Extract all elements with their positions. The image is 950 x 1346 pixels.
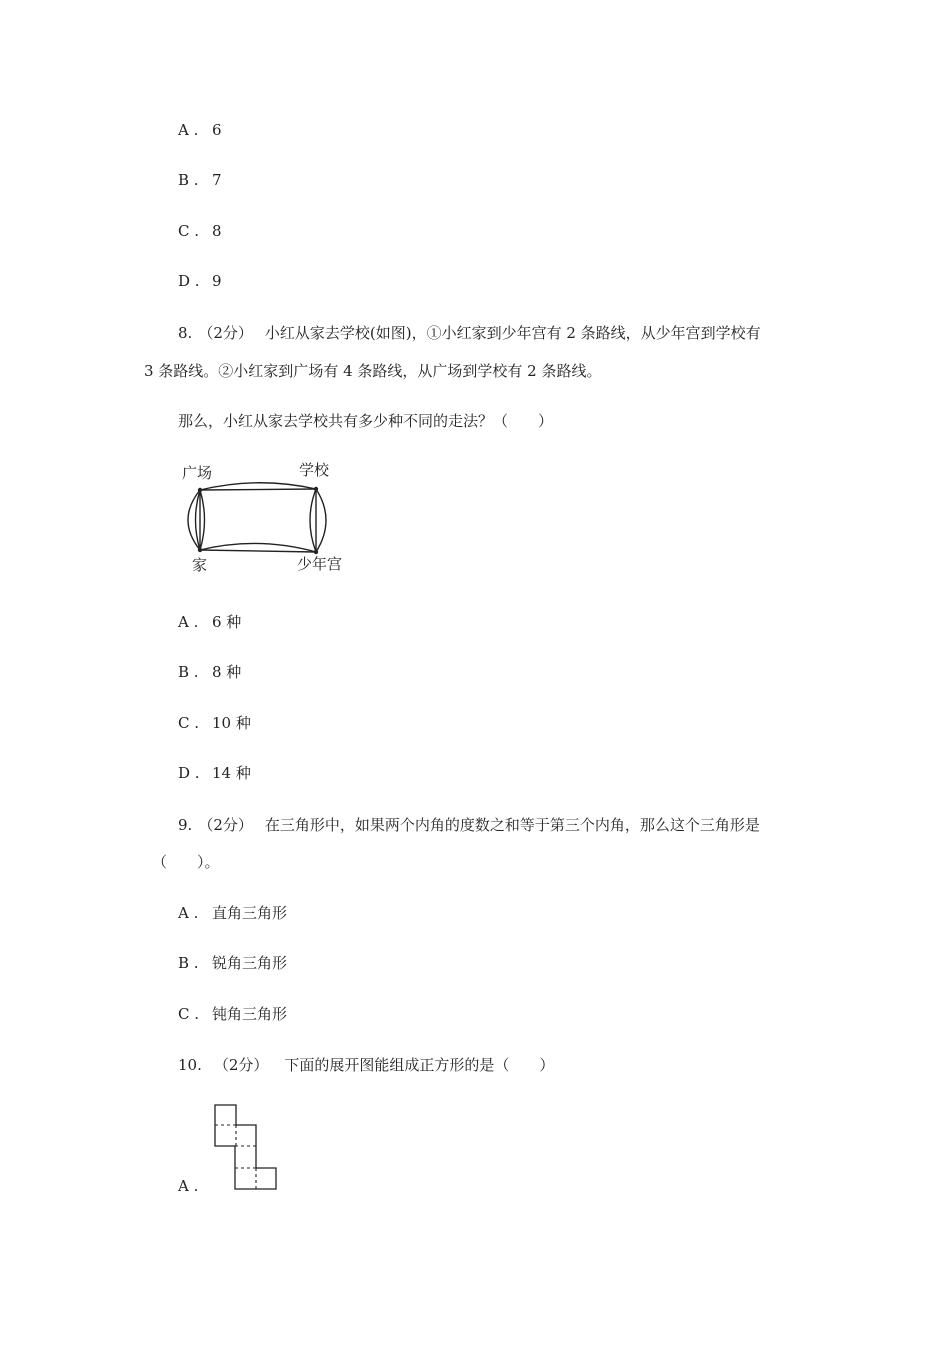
q8-stem-line1 xyxy=(178,323,761,343)
option-letter: B . xyxy=(178,171,199,189)
q7-option-d[interactable] xyxy=(178,271,222,291)
question-score: （2分） xyxy=(198,816,253,834)
option-text: 9 xyxy=(212,272,222,290)
q10-stem-line1 xyxy=(178,1055,554,1075)
option-text: 8 xyxy=(212,222,222,240)
q9-option-b[interactable] xyxy=(178,953,287,973)
q8-stem-line2: 3 条路线。②小红家到广场有 4 条路线，从广场到学校有 2 条路线。 xyxy=(144,362,602,380)
q9-stem-line1 xyxy=(178,815,760,835)
label-home: 家 xyxy=(192,556,208,574)
node-home xyxy=(198,548,202,552)
option-letter: D . xyxy=(178,272,200,290)
option-letter: C . xyxy=(178,714,200,732)
option-letter: A . xyxy=(178,613,199,631)
node-youth-palace xyxy=(314,550,318,554)
option-text: 7 xyxy=(212,171,222,189)
label-youth-palace: 少年宫 xyxy=(297,555,343,573)
option-letter: A . xyxy=(178,121,199,139)
option-text: 6 xyxy=(212,121,222,139)
option-text: 14 种 xyxy=(212,764,251,782)
q10-option-a[interactable] xyxy=(178,1176,212,1196)
question-number: 9. xyxy=(178,816,193,834)
node-school xyxy=(314,487,318,491)
q8-route-figure xyxy=(176,458,366,578)
question-text: 小红从家去学校(如图)，①小红家到少年宫有 2 条路线，从少年宫到学校有 xyxy=(264,324,761,342)
q8-option-c[interactable] xyxy=(178,713,251,733)
option-letter: C . xyxy=(178,222,200,240)
route-palace-school-2 xyxy=(310,489,316,552)
option-letter: B . xyxy=(178,954,199,972)
q7-option-b[interactable] xyxy=(178,170,222,190)
route-square-school-1 xyxy=(200,489,316,490)
q9-option-c[interactable] xyxy=(178,1004,287,1024)
option-text: 10 种 xyxy=(212,714,251,732)
q10-net-figure-a xyxy=(210,1100,280,1194)
option-letter: A . xyxy=(178,1177,199,1195)
q9-stem-line2: （ ）。 xyxy=(152,853,220,871)
question-score: （2分） xyxy=(198,324,253,342)
option-text: 直角三角形 xyxy=(212,904,288,922)
node-square xyxy=(198,488,202,492)
q8-option-a[interactable] xyxy=(178,612,241,632)
option-text: 6 种 xyxy=(212,613,242,631)
q8-stem-line3: 那么，小红从家去学校共有多少种不同的走法？（ ） xyxy=(178,412,554,430)
question-number: 8. xyxy=(178,324,193,342)
question-text: 下面的展开图能组成正方形的是（ ） xyxy=(284,1056,555,1074)
option-text: 锐角三角形 xyxy=(212,954,288,972)
q7-option-a[interactable] xyxy=(178,120,222,140)
question-text: 在三角形中，如果两个内角的度数之和等于第三个内角，那么这个三角形是 xyxy=(264,816,760,834)
option-letter: C . xyxy=(178,1005,200,1023)
q8-option-d[interactable] xyxy=(178,763,251,783)
option-letter: A . xyxy=(178,904,199,922)
route-home-palace-1 xyxy=(200,550,316,552)
option-text: 钝角三角形 xyxy=(212,1005,288,1023)
option-letter: B . xyxy=(178,663,199,681)
question-score: （2分） xyxy=(213,1056,269,1074)
label-square: 广场 xyxy=(182,464,213,482)
option-text: 8 种 xyxy=(212,663,242,681)
q9-option-a[interactable] xyxy=(178,903,287,923)
route-palace-school-3 xyxy=(316,489,326,552)
net-outline xyxy=(215,1105,276,1189)
option-letter: D . xyxy=(178,764,200,782)
q8-option-b[interactable] xyxy=(178,662,241,682)
label-school: 学校 xyxy=(299,461,330,479)
q7-option-c[interactable] xyxy=(178,221,222,241)
question-number: 10. xyxy=(178,1056,202,1074)
